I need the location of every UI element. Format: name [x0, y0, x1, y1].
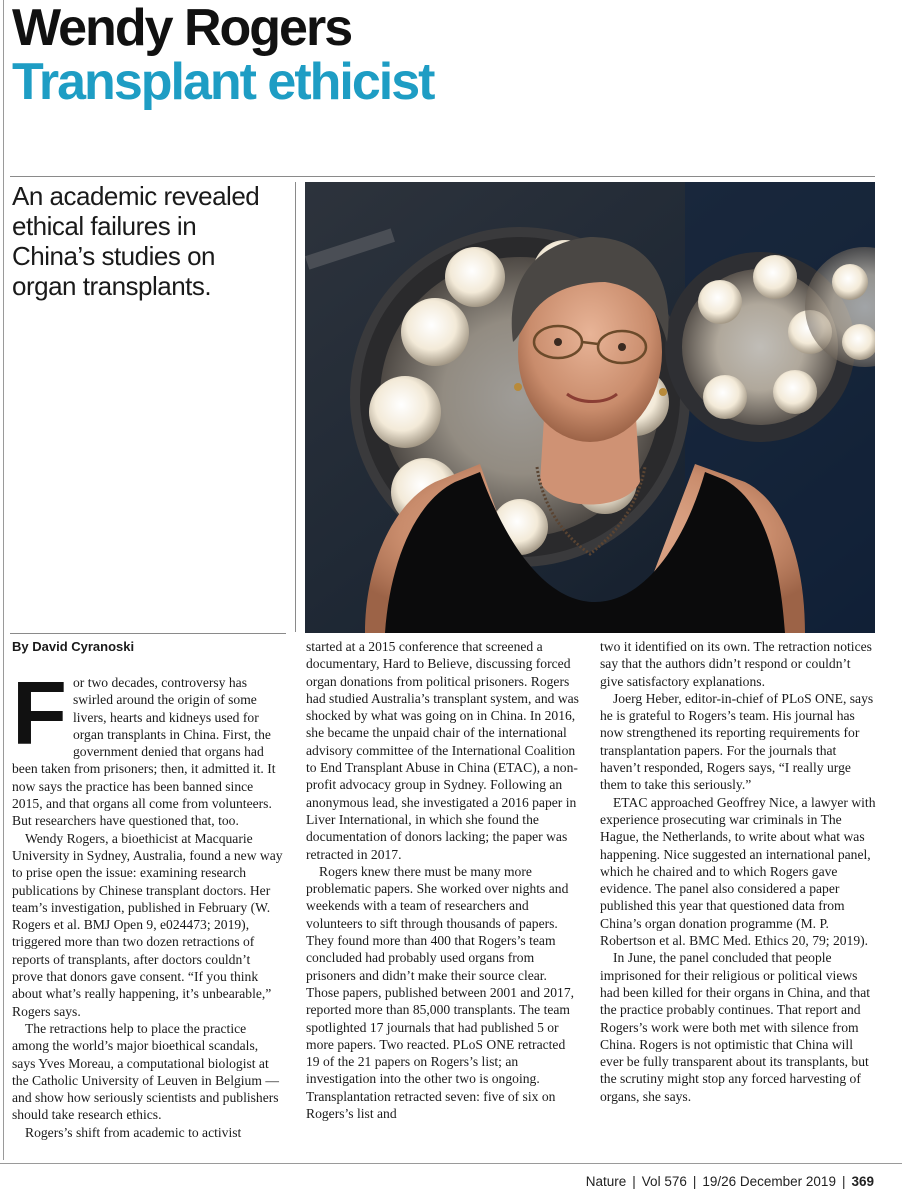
- byline-rule: [10, 633, 286, 634]
- paragraph: The retractions help to place the practice among the world’s major bioethical scandals, says Yves Moreau, a computational biologist at the Catholic University of Leuven in Belgium — and show how seriously scientists and publishers should take research ethics.: [12, 1020, 279, 1123]
- profile-role: Transplant ethicist: [12, 53, 434, 111]
- footer-journal: Nature: [585, 1174, 627, 1189]
- left-margin-rule: [3, 0, 4, 1160]
- footer-separator: |: [632, 1174, 636, 1189]
- header-divider: [10, 176, 875, 177]
- portrait-illustration: [305, 182, 875, 633]
- footer-date: 19/26 December 2019: [702, 1174, 836, 1189]
- paragraph: In June, the panel concluded that people imprisoned for their religious or political views had been killed for their organs in China, and that the practice probably continues. That report and Rogers’s work were both met with silence from China. Rogers is not optimistic that China will ever be fully transparent about its transplants, but the scrutiny might stop any forced harvesting of organs, she says.: [600, 950, 871, 1104]
- page-number: 369: [851, 1174, 874, 1189]
- article-column-2: [306, 638, 582, 1122]
- column-divider: [295, 182, 296, 632]
- footer-volume: Vol 576: [641, 1174, 687, 1189]
- paragraph: Joerg Heber, editor-in-chief of PLoS ONE, says he is grateful to Rogers’s team. His journal has now strengthened its reporting requirements for transplantation papers. For the journals that haven’t responded, Rogers says, “I really urge them to take this seriously.”: [600, 690, 874, 793]
- standfirst: An academic revealed ethical failures in China’s studies on organ transplants.: [12, 181, 260, 301]
- paragraph: two it identified on its own. The retraction notices say that the authors didn’t respond or couldn’t give satisfactory explanations.: [600, 639, 872, 689]
- footer-separator: |: [692, 1174, 697, 1189]
- profile-name: Wendy Rogers: [12, 0, 352, 57]
- paragraph: started at a 2015 conference that screened a documentary, Hard to Believe, discussing forced organ donations from political prisoners. Rogers had studied Australia’s transplant system, and was shocked by what was going on in China. In 2016, she became the unpaid chair of the international advisory committee of the International Coalition to End Transplant Abuse in China (ETAC), a non-profit advocacy group in Sydney. Following an anonymous lead, she investigated a 2016 paper in Liver International, in which she found the documentation of donors lacking; the paper was retracted in 2017.: [306, 639, 579, 862]
- portrait-photo: [305, 182, 875, 633]
- byline: By David Cyranoski: [12, 639, 135, 654]
- article-column-1: [12, 664, 284, 1141]
- paragraph: Rogers knew there must be many more problematic papers. She worked over nights and weekends with a team of researchers and volunteers to sift through thousands of papers. They found more than 400 that Rogers’s team concluded had probably used organs from prisoners and didn’t make their source clear. Those papers, published between 2001 and 2017, reported more than 85,000 transplants. The team spotlighted 17 journals that had published 5 or more papers. Two reacted. PLoS ONE retracted 19 of the 21 papers on Rogers’s list; an investigation into the other two is ongoing. Transplantation retracted seven: five of six on Rogers’s list and: [306, 863, 575, 1122]
- page-footer: [586, 1174, 874, 1189]
- article-column-3: [600, 638, 876, 1105]
- footer-rule: [0, 1163, 902, 1164]
- paragraph: ETAC approached Geoffrey Nice, a lawyer with experience prosecuting war criminals in The Hague, the Netherlands, to write about what was happening. Nice suggested an international panel, which he chaired and to which Rogers gave evidence. The panel also considered a paper published this year that questioned data from China’s organ donation programme (M. P. Robertson et al. BMC Med. Ethics 20, 79; 2019).: [600, 794, 876, 949]
- paragraph: Wendy Rogers, a bioethicist at Macquarie University in Sydney, Australia, found a new way to prise open the issue: examining research publications by Chinese transplant doctors. Her team’s investigation, published in February (W. Rogers et al. BMJ Open 9, e024473; 2019), triggered more than two dozen retractions of reports of transplants, after doctors couldn’t prove that donors gave consent. “If you think about what’s really happening, it’s unbearable,” Rogers says.: [12, 830, 283, 1019]
- paragraph: Rogers’s shift from academic to activist: [25, 1124, 242, 1140]
- paragraph: or two decades, controversy has swirled around the origin of some livers, hearts and kidneys used for organ transplants in China. First, the government denied that organs had been taken from prisoners; then, it admitted it. It now says the practice has been banned since 2015, and that organs all come from volunteers. But researchers have questioned that, too.: [12, 675, 276, 829]
- footer-separator: |: [841, 1174, 846, 1189]
- drop-cap: F: [12, 664, 67, 764]
